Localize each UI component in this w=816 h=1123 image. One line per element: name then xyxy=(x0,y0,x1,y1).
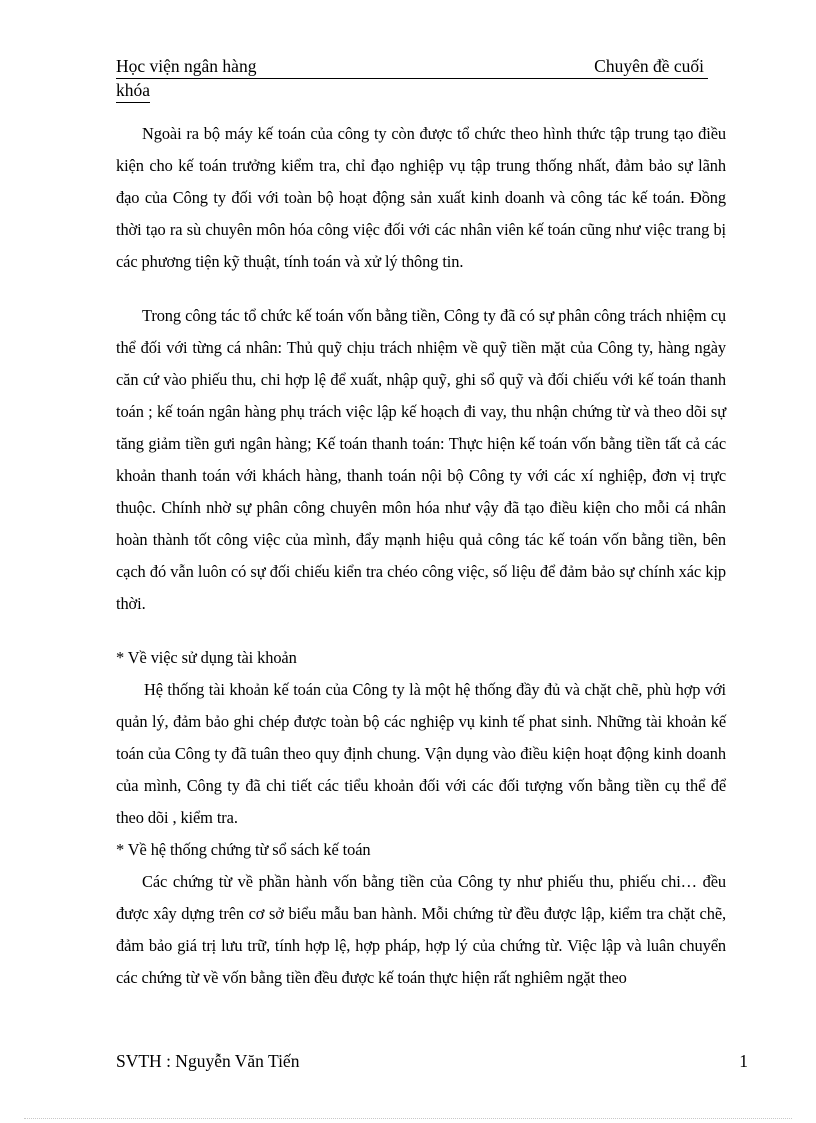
page-footer xyxy=(116,1049,748,1073)
paragraph-accounting-organization: Ngoài ra bộ máy kế toán của công ty còn được tổ chức theo hình thức tập trung tạo điều kiện cho kế toán trưởng kiểm tra, chỉ đạo nghiệp vụ tập trung thống nhất, đảm bảo sự lãnh đạo của Công ty đối với toàn bộ hoạt động sản xuất kinh doanh và công tác kế toán. Đồng thời tạo ra sù chuyên môn hóa công việc đối với các nhân viên kế toán cũng như việc trang bị các phương tiện kỹ thuật, tính toán và xử lý thông tin. xyxy=(116,124,726,271)
header-line xyxy=(116,55,708,79)
page-header xyxy=(116,55,708,103)
section-heading-accounts: * Về việc sử dụng tài khoản xyxy=(116,648,297,667)
page-number: 1 xyxy=(739,1051,748,1071)
header-title-continuation: khóa xyxy=(116,79,150,103)
paragraph-documents: Các chứng từ về phần hành vốn bằng tiền của Công ty như phiếu thu, phiếu chi… đều được xây dựng trên cơ sở biểu mẫu ban hành. Mỗi chứng từ đều được lập, kiểm tra chặt chẽ, đảm bảo giá trị lưu trữ, tính hợp lệ, hợp pháp, hợp lý của chứng từ. Việc lập và luân chuyển các chứng từ về vốn bằng tiền đều được kế toán thực hiện rất nghiêm ngặt theo xyxy=(116,872,726,987)
paragraph-spacer xyxy=(116,278,726,300)
document-body xyxy=(116,118,726,994)
paragraph-spacer xyxy=(116,620,726,642)
paragraph-account-system: Hệ thống tài khoản kế toán của Công ty là một hệ thống đầy đủ và chặt chẽ, phù hợp với quản lý, đảm bảo ghi chép được toàn bộ các nghiệp vụ kinh tế phat sinh. Những tài khoản kế toán của Công ty đã tuân theo quy định chung. Vận dụng vào điều kiện hoạt động kinh doanh của mình, Công ty đã chi tiết các tiểu khoản đối với các đối tượng vốn bằng tiền cụ thể để theo dõi , kiểm tra. xyxy=(116,680,726,827)
footer-author: SVTH : Nguyễn Văn Tiến xyxy=(116,1051,300,1071)
section-heading-documents: * Về hệ thống chứng từ sổ sách kế toán xyxy=(116,840,371,859)
paragraph-cash-accounting: Trong công tác tổ chức kế toán vốn bằng tiền, Công ty đã có sự phân công trách nhiệm cụ thể đối với từng cá nhân: Thủ quỹ chịu trách nhiệm về quỹ tiền mặt của Công ty, hàng ngày căn cứ vào phiếu thu, chi hợp lệ để xuất, nhập quỹ, ghi sổ quỹ và đối chiếu với kế toán thanh toán ; kế toán ngân hàng phụ trách việc lập kế hoạch đi vay, thu nhận chứng từ và theo dõi sự tăng giảm tiền gưi ngân hàng; Kế toán thanh toán: Thực hiện kế toán vốn bằng tiền tất cả các khoản thanh toán với khách hàng, thanh toán nội bộ Công ty với các xí nghiệp, đơn vị trực thuộc. Chính nhờ sự phân công chuyên môn hóa như vậy đã tạo điều kiện cho mỗi cá nhân hoàn thành tốt công việc của mình, đẩy mạnh hiệu quả công tác kế toán vốn bằng tiền, bên cạch đó vẫn luôn có sự đối chiếu kiển tra chéo công việc, số liệu để đảm bảo sự chính xác kịp thời. xyxy=(116,306,726,613)
header-institution: Học viện ngân hàng xyxy=(116,56,257,76)
page-bottom-divider xyxy=(24,1118,792,1119)
header-report-title: Chuyên đề cuối xyxy=(594,56,704,76)
